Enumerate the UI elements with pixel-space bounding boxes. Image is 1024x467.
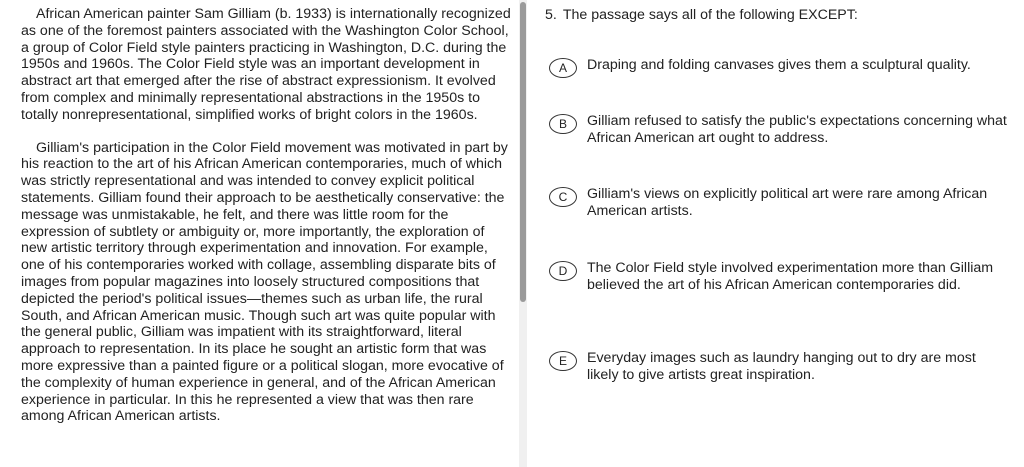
choice-text-d: The Color Field style involved experimentation more than Gilliam believed the art of his African American contemporaries did.: [587, 260, 994, 293]
choice-letter-a[interactable]: A: [549, 58, 577, 78]
choice-text-a: Draping and folding canvases gives them a sculptural quality.: [587, 57, 971, 73]
choice-letter-d[interactable]: D: [549, 261, 577, 281]
answer-choice-d[interactable]: [549, 260, 1019, 294]
question-stem-text: The passage says all of the following EXCEPT:: [562, 7, 858, 23]
choice-text-e: Everyday images such as laundry hanging out to dry are most likely to give artists great inspiration.: [587, 350, 976, 383]
passage-paragraph-1: African American painter Sam Gilliam (b. 1933) is internationally recognized as one of the foremost painters associated with the Washington Color School, a group of Color Field style painters practicing in Washington, D.C. during the 1950s and 1960s. The Color Field style was an important development in abstract art that emerged after the rise of abstract expressionism. It evolved from complex and minimally representational abstractions in the 1950s to totally nonrepresentational, simplified works of bright colors in the 1960s.: [21, 6, 511, 123]
answer-choice-a[interactable]: [549, 57, 1019, 78]
answer-choice-e[interactable]: [549, 350, 1019, 384]
passage-text: [21, 6, 513, 425]
question-pane: [527, 0, 1024, 467]
choice-letter-b[interactable]: B: [549, 114, 577, 134]
answer-choice-c[interactable]: [549, 186, 1019, 220]
question-stem: [545, 7, 858, 24]
choice-text-b: Gilliam refused to satisfy the public's expectations concerning what African American art ought to address.: [587, 113, 1007, 146]
question-number: 5.: [545, 7, 557, 23]
answer-choice-b[interactable]: [549, 113, 1019, 147]
choice-text-c: Gilliam's views on explicitly political art were rare among African American artists.: [587, 186, 988, 219]
choice-letter-e[interactable]: E: [549, 351, 577, 371]
choice-letter-c[interactable]: C: [549, 187, 577, 207]
scrollbar-thumb[interactable]: [520, 2, 526, 302]
passage-paragraph-2: Gilliam's participation in the Color Field movement was motivated in part by his reaction to the art of his African American contemporaries, much of which was strictly representational and was intended to convey explicit political statements. Gilliam found their approach to be aesthetically conservative: the message was unmistakable, he felt, and there was little room for the expression of subtlety or ambiguity or, more importantly, the exploration of new artistic territory through experimentation and innovation. For example, one of his contemporaries worked with collage, assembling disparate bits of images from popular magazines into loosely structured compositions that depicted the period's political issues—themes such as urban life, the rural South, and African American music. Though such art was quite popular with the general public, Gilliam was impatient with its straightforward, literal approach to representation. In its place he sought an artistic form that was more expressive than a painted figure or a political slogan, more evocative of the complexity of human experience in general, and of the African American experience in particular. In this he represented a view that was then rare among African American artists.: [21, 139, 508, 425]
